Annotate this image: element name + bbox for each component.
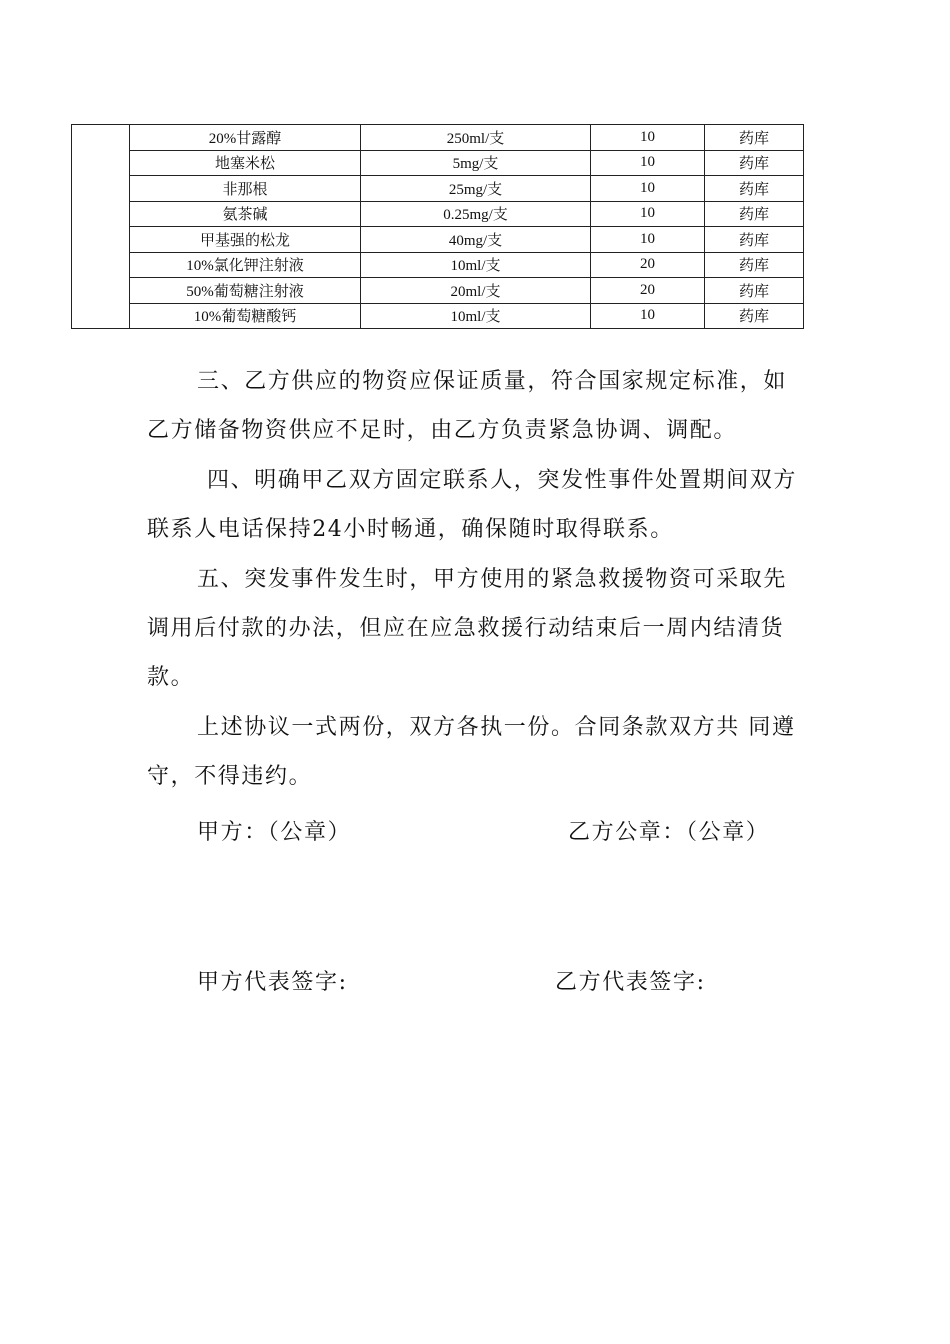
table-row [72, 176, 804, 202]
item-qty: 10 [591, 303, 705, 329]
item-name: 50%葡萄糖注射液 [130, 278, 361, 304]
category-cell [72, 125, 130, 329]
item-location: 药库 [705, 125, 804, 151]
table-row [72, 201, 804, 227]
item-spec: 0.25mg/支 [361, 201, 591, 227]
item-location: 药库 [705, 252, 804, 278]
item-spec: 25mg/支 [361, 176, 591, 202]
supply-table [71, 124, 804, 329]
item-location: 药库 [705, 150, 804, 176]
item-qty: 10 [591, 150, 705, 176]
table-row [72, 227, 804, 253]
item-spec: 10ml/支 [361, 303, 591, 329]
item-name: 10%葡萄糖酸钙 [130, 303, 361, 329]
item-name: 地塞米松 [130, 150, 361, 176]
closing-clause: 上述协议一式两份，双方各执一份。合同条款双方共 同遵守，不得违约。 [147, 715, 796, 789]
table-row [72, 278, 804, 304]
item-name: 10%氯化钾注射液 [130, 252, 361, 278]
table-row [72, 303, 804, 329]
item-qty: 20 [591, 278, 705, 304]
party-b-representative-signature: 乙方代表签字: [555, 970, 706, 995]
item-location: 药库 [705, 201, 804, 227]
item-spec: 40mg/支 [361, 227, 591, 253]
item-spec: 250ml/支 [361, 125, 591, 151]
table-row [72, 125, 804, 151]
item-spec: 5mg/支 [361, 150, 591, 176]
table-row [72, 150, 804, 176]
item-name: 甲基强的松龙 [130, 227, 361, 253]
table-row [72, 252, 804, 278]
item-spec: 10ml/支 [361, 252, 591, 278]
item-qty: 10 [591, 227, 705, 253]
party-b-seal: 乙方公章：（公章） [568, 820, 770, 845]
item-name: 氨茶碱 [130, 201, 361, 227]
item-location: 药库 [705, 278, 804, 304]
item-location: 药库 [705, 303, 804, 329]
item-qty: 10 [591, 201, 705, 227]
clause-three: 三、乙方供应的物资应保证质量，符合国家规定标准，如乙方储备物资供应不足时，由乙方负责紧急协调、调配。 [147, 369, 788, 443]
item-location: 药库 [705, 227, 804, 253]
clause-five: 五、突发事件发生时，甲方使用的紧急救援物资可采取先调用后付款的办法，但应在应急救援行动结束后一周内结清货款。 [147, 567, 788, 690]
party-a-seal: 甲方：（公章） [197, 820, 352, 845]
item-name: 非那根 [130, 176, 361, 202]
item-spec: 20ml/支 [361, 278, 591, 304]
party-a-representative-signature: 甲方代表签字: [197, 970, 348, 995]
item-location: 药库 [705, 176, 804, 202]
clause-four: 四、明确甲乙双方固定联系人，突发性事件处置期间双方联系人电话保持24小时畅通，确保随时取得联系。 [147, 468, 798, 542]
item-qty: 10 [591, 125, 705, 151]
item-qty: 20 [591, 252, 705, 278]
item-name: 20%甘露醇 [130, 125, 361, 151]
item-qty: 10 [591, 176, 705, 202]
